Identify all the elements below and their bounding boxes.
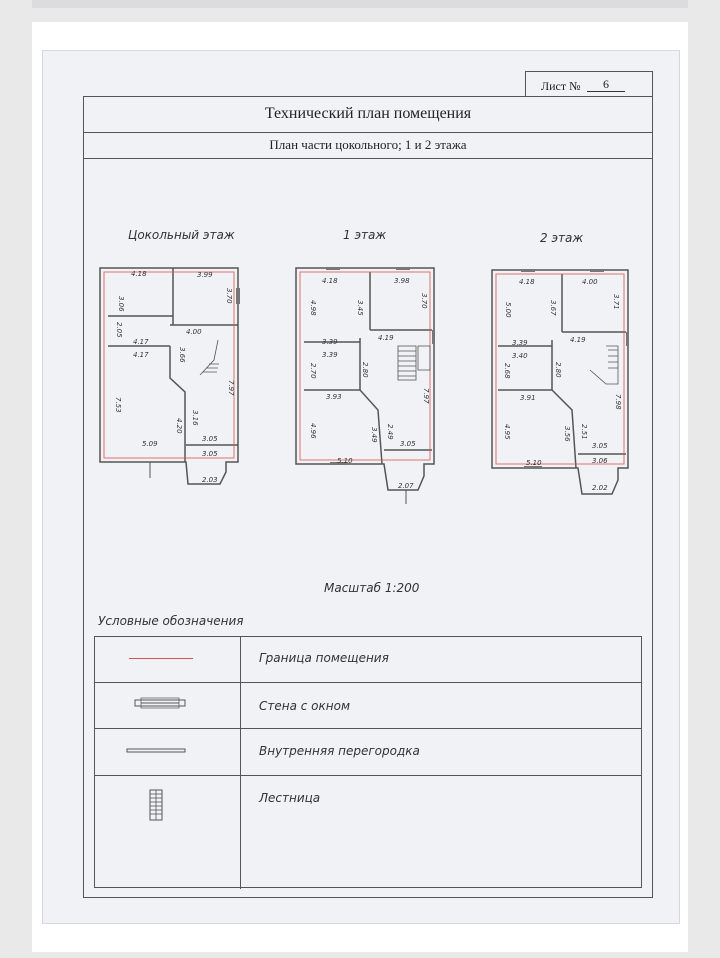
dim: 3.05: [400, 440, 416, 448]
dim: 3.49: [370, 427, 378, 443]
room-boundary-symbol: [129, 658, 193, 659]
dim: 2.68: [503, 363, 511, 379]
partition-symbol: [95, 729, 241, 775]
dim: 3.16: [191, 410, 199, 426]
first-floor-wall: [360, 338, 382, 464]
dim: 4.18: [322, 277, 338, 285]
dim: 2.49: [386, 424, 394, 440]
window-icon: [236, 288, 240, 304]
legend-title: Условные обозначения: [98, 614, 244, 628]
floor-label-second: 2 этаж: [540, 231, 584, 245]
dim: 2.03: [202, 476, 218, 484]
dim: 2.70: [309, 363, 317, 379]
dim: 4.98: [309, 300, 317, 316]
dim: 4.00: [582, 278, 598, 286]
dim: 2.02: [592, 484, 608, 492]
dim: 7.97: [227, 380, 235, 396]
dim: 2.07: [398, 482, 414, 490]
window-icon: [326, 267, 340, 270]
dim: 5.10: [337, 457, 353, 465]
dim: 4.17: [133, 351, 149, 359]
dim: 3.91: [520, 394, 536, 402]
dim: 5.00: [504, 302, 512, 318]
legend-table: [94, 636, 642, 888]
second-floor-wall: [552, 340, 576, 468]
window-icon: [626, 332, 629, 346]
legend-symbol-cell: [95, 683, 241, 728]
dim: 4.96: [309, 423, 317, 439]
legend-row: [95, 729, 641, 776]
legend-label: Лестница: [259, 791, 321, 805]
dim: 4.19: [378, 334, 394, 342]
dim: 3.39: [512, 339, 528, 347]
document-title: Технический план помещения: [264, 105, 472, 122]
dim: 3.05: [202, 435, 218, 443]
dim: 3.06: [592, 457, 608, 465]
stairs-icon: [398, 346, 430, 380]
dim: 3.70: [420, 293, 428, 309]
dim: 3.67: [549, 300, 557, 316]
window-wall-symbol: [95, 683, 241, 729]
dim: 3.39: [322, 338, 338, 346]
legend-symbol-cell: [95, 637, 241, 682]
dim: 4.19: [570, 336, 586, 344]
dim: 3.06: [117, 296, 125, 312]
dim: 3.99: [197, 271, 213, 279]
dim: 3.70: [225, 288, 233, 304]
stairs-symbol: [95, 776, 241, 889]
dim: 2.51: [580, 424, 588, 440]
dim: 4.20: [175, 418, 183, 434]
dim: 3.40: [512, 352, 528, 360]
dim: 5.10: [526, 459, 542, 467]
legend-symbol-cell: [95, 776, 241, 889]
legend-symbol-cell: [95, 729, 241, 775]
window-icon: [521, 269, 535, 272]
dim: 3.39: [322, 351, 338, 359]
floor-label-basement: Цокольный этаж: [128, 228, 235, 242]
dim: 2.80: [554, 362, 562, 378]
sheet-number-label: Лист №: [541, 79, 581, 93]
dim: 3.71: [612, 294, 620, 310]
basement-wall: [170, 346, 185, 462]
stairs-icon: [590, 346, 618, 384]
scale-label: Масштаб 1:200: [324, 581, 420, 595]
legend-label: Граница помещения: [259, 651, 389, 665]
dim: 7.97: [422, 388, 430, 404]
window-icon: [590, 269, 604, 272]
document-subtitle: План части цокольного; 1 и 2 этажа: [269, 137, 467, 152]
dim: 7.98: [614, 394, 622, 410]
legend-row: [95, 776, 641, 889]
dim: 5.09: [142, 440, 158, 448]
dim: 4.95: [503, 424, 511, 440]
window-icon: [432, 330, 435, 344]
dim: 2.80: [361, 362, 369, 378]
dim: 3.93: [326, 393, 342, 401]
stairs-icon: [200, 340, 219, 375]
dim: 3.56: [563, 426, 571, 442]
dim: 4.18: [519, 278, 535, 286]
legend-row: [95, 637, 641, 683]
window-icon: [396, 267, 410, 270]
legend-label: Стена с окном: [259, 699, 351, 713]
dim: 4.00: [186, 328, 202, 336]
dim: 7.53: [114, 397, 122, 413]
legend-label: Внутренняя перегородка: [259, 744, 420, 758]
dim: 3.05: [592, 442, 608, 450]
dim: 3.66: [178, 347, 186, 363]
dim: 4.17: [133, 338, 149, 346]
dim: 4.18: [131, 270, 147, 278]
dim: 3.45: [356, 300, 364, 316]
dim: 2.05: [115, 322, 123, 338]
dim: 3.05: [202, 450, 218, 458]
floor-label-first: 1 этаж: [343, 228, 387, 242]
dim: 3.98: [394, 277, 410, 285]
legend-row: [95, 683, 641, 729]
sheet-number-value: 6: [587, 78, 625, 92]
